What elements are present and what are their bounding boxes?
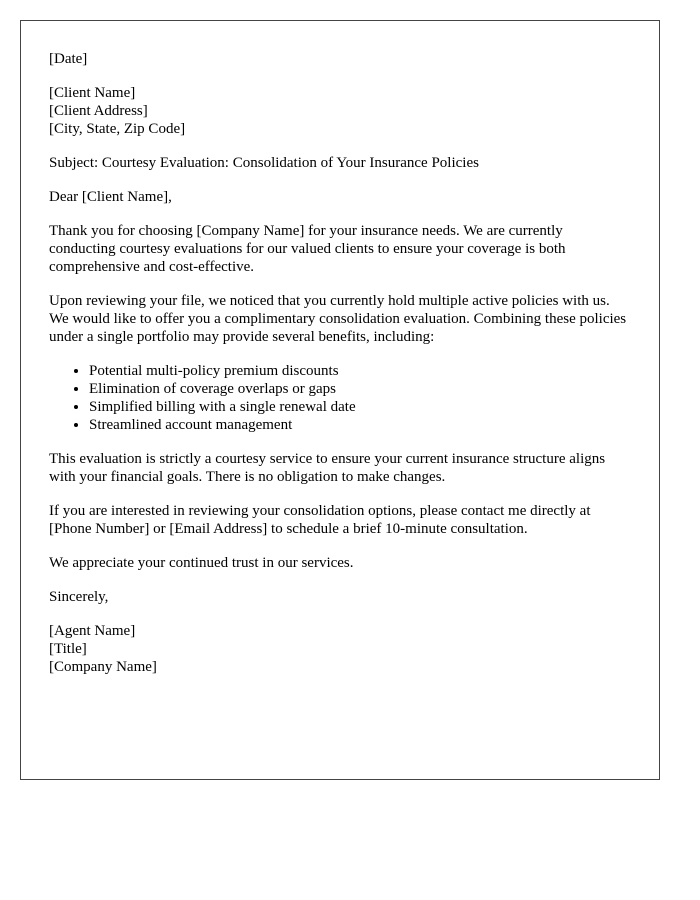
list-item: • Simplified billing with a single renewal date	[89, 398, 631, 416]
paragraph-thanks: We appreciate your continued trust in our services.	[49, 555, 354, 571]
signature-block	[49, 622, 631, 676]
letter-salutation: Dear [Client Name],	[49, 189, 172, 205]
list-item: • Elimination of coverage overlaps or gaps	[89, 380, 631, 398]
letter-date: [Date]	[49, 51, 88, 67]
paragraph-review: Upon reviewing your file, we noticed that you currently hold multiple active policies with us. We would like to offer you a complimentary consolidation evaluation. Combining these policies under a single portfolio may provide several benefits, including:	[49, 293, 627, 345]
recipient-name: [Client Name]	[49, 85, 136, 101]
list-item: • Streamlined account management	[89, 416, 631, 434]
recipient-block	[49, 84, 631, 138]
paragraph-contact: If you are interested in reviewing your consolidation options, please contact me directly at [Phone Number] or [Email Address] to schedule a brief 10-minute consultation.	[49, 503, 591, 537]
paragraph-intro: Thank you for choosing [Company Name] for your insurance needs. We are currently conducting courtesy evaluations for our valued clients to ensure your coverage is both comprehensive and cost-effective.	[49, 223, 566, 275]
list-item: • Potential multi-policy premium discounts	[89, 362, 631, 380]
benefits-list	[49, 362, 631, 434]
signature-agent-name: [Agent Name]	[49, 623, 136, 639]
letter-closing: Sincerely,	[49, 589, 109, 605]
recipient-address: [Client Address]	[49, 103, 148, 119]
letter-subject: Subject: Courtesy Evaluation: Consolidation of Your Insurance Policies	[49, 155, 479, 171]
paragraph-courtesy: This evaluation is strictly a courtesy service to ensure your current insurance structure aligns with your financial goals. There is no obligation to make changes.	[49, 451, 606, 485]
signature-title: [Title]	[49, 641, 87, 657]
recipient-city-state-zip: [City, State, Zip Code]	[49, 121, 186, 137]
letter-page	[20, 20, 660, 780]
signature-company: [Company Name]	[49, 659, 157, 675]
